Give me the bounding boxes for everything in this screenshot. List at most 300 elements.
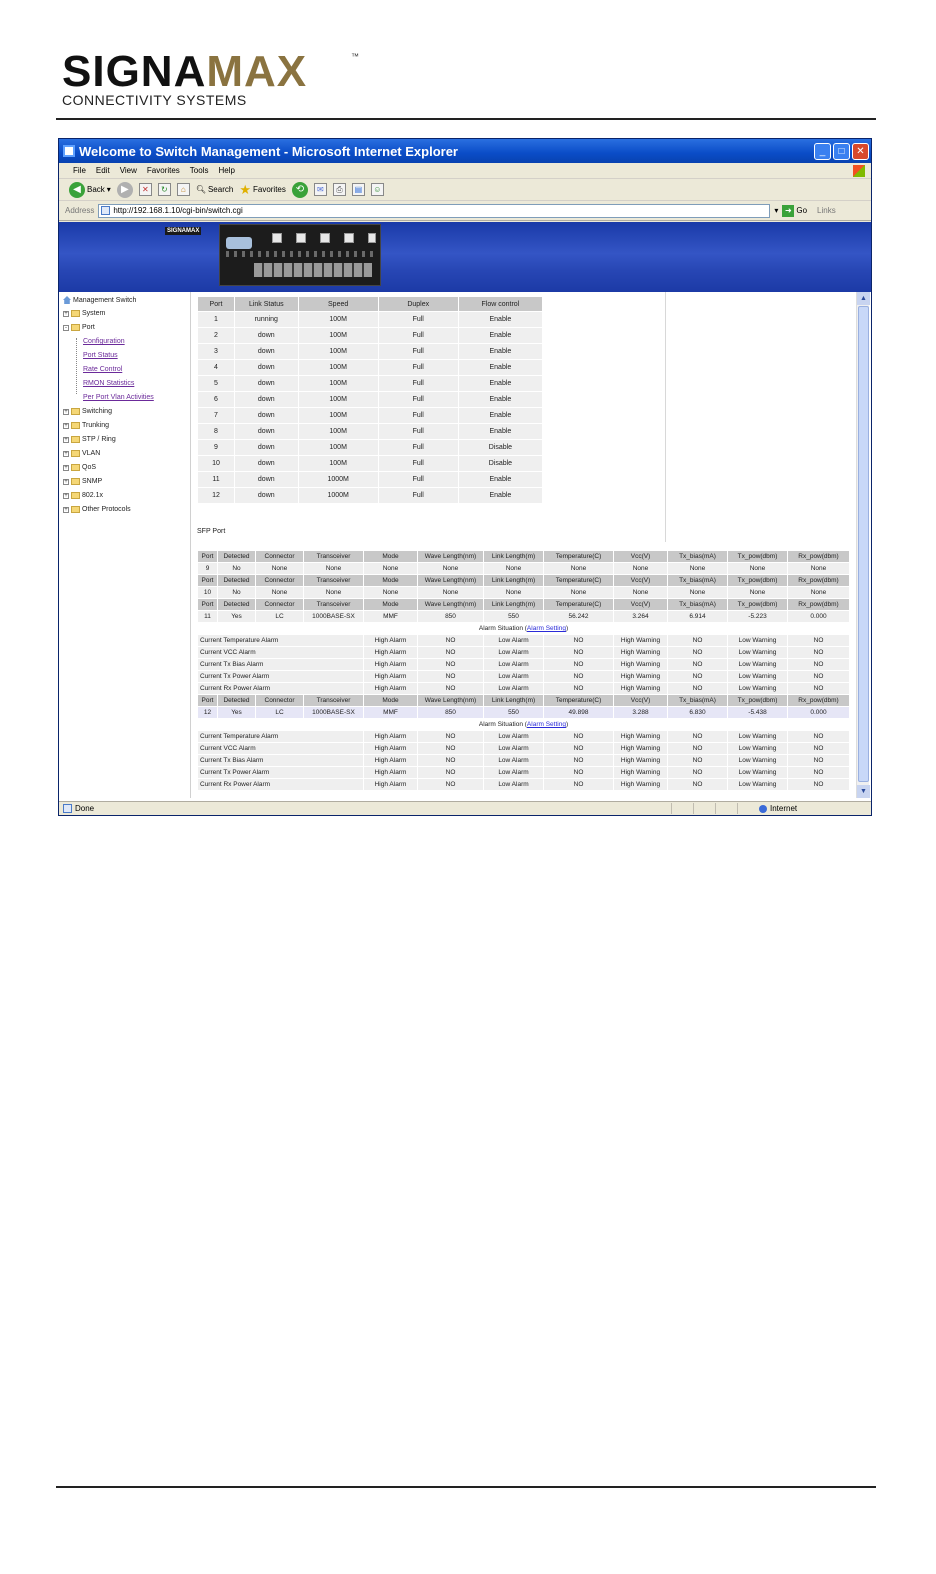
alarm-row [198, 635, 850, 647]
alarm-value: Low Warning [728, 743, 788, 755]
table-cell: MMF [364, 707, 418, 719]
table-cell: None [484, 587, 544, 599]
alarm-value: Low Alarm [484, 767, 544, 779]
table-cell: 1000BASE-SX [304, 707, 364, 719]
table-cell: Full [378, 376, 458, 392]
expand-icon: + [64, 492, 68, 499]
table-cell: 10 [198, 587, 218, 599]
table-cell: 100M [298, 376, 378, 392]
table-cell: None [304, 587, 364, 599]
table-cell: 4 [198, 360, 235, 376]
column-header: Temperature(C) [544, 551, 614, 563]
table-cell: Enable [458, 328, 542, 344]
table-cell: 3 [198, 344, 235, 360]
column-header: Tx_bias(mA) [668, 695, 728, 707]
table-cell: Enable [458, 408, 542, 424]
alarm-name: Current VCC Alarm [198, 647, 364, 659]
column-header: Port [198, 297, 235, 312]
brand-tagline: CONNECTIVITY SYSTEMS [62, 92, 247, 108]
table-cell: MMF [364, 611, 418, 623]
column-header: Detected [218, 551, 256, 563]
sidebar-link-port-status[interactable]: Port Status [83, 352, 118, 359]
status-bar [59, 801, 871, 815]
alarm-value: NO [788, 659, 850, 671]
search-button[interactable]: 🔍︎ Search [195, 185, 234, 194]
table-cell: 8 [198, 424, 235, 440]
table-cell: down [234, 440, 298, 456]
table-row [198, 440, 543, 456]
column-header: Mode [364, 599, 418, 611]
column-header: Tx_bias(mA) [668, 599, 728, 611]
alarm-value: NO [788, 755, 850, 767]
alarm-row [198, 755, 850, 767]
folder-icon [71, 478, 80, 485]
table-cell: down [234, 360, 298, 376]
alarm-setting-link[interactable]: Alarm Setting [526, 721, 566, 728]
column-header: Detected [218, 575, 256, 587]
column-header: Rx_pow(dbm) [788, 575, 850, 587]
menu-favorites[interactable]: Favorites [146, 166, 180, 175]
table-row [198, 456, 543, 472]
table-cell: down [234, 456, 298, 472]
table-cell: 10 [198, 456, 235, 472]
table-cell: None [484, 563, 544, 575]
table-cell: running [234, 312, 298, 328]
alarm-caption: Alarm Situation (Alarm Setting) [198, 719, 850, 731]
sidebar-item-system[interactable]: + System [64, 310, 106, 317]
alarm-value: NO [418, 683, 484, 695]
column-header: Tx_bias(mA) [668, 575, 728, 587]
alarm-name: Current Tx Bias Alarm [198, 755, 364, 767]
sfp-port-icon [296, 233, 306, 243]
folder-icon [71, 464, 80, 471]
alarm-caption-row [198, 719, 850, 731]
security-zone: Internet [759, 804, 797, 813]
table-cell: 550 [484, 611, 544, 623]
console-port-icon [226, 237, 252, 249]
alarm-value: High Warning [614, 671, 668, 683]
alarm-value: NO [668, 767, 728, 779]
links-button[interactable]: Links [817, 206, 836, 215]
table-cell: 1000M [298, 472, 378, 488]
minimize-icon[interactable]: _ [814, 143, 831, 160]
search-icon: 🔍︎ [195, 185, 206, 194]
page-done-icon [63, 804, 72, 813]
table-cell: None [544, 563, 614, 575]
alarm-caption-text: Alarm Situation [478, 721, 523, 728]
alarm-row [198, 671, 850, 683]
column-header: Rx_pow(dbm) [788, 695, 850, 707]
table-cell: Full [378, 312, 458, 328]
alarm-row [198, 683, 850, 695]
sidebar-item-other-protocols[interactable]: + Other Protocols [64, 506, 131, 513]
table-cell: down [234, 424, 298, 440]
alarm-value: High Alarm [364, 671, 418, 683]
column-header: Connector [256, 599, 304, 611]
sfp-header-row [198, 575, 850, 587]
menu-file[interactable]: File [73, 166, 86, 175]
table-cell: 11 [198, 472, 235, 488]
column-header: Link Length(m) [484, 551, 544, 563]
column-header: Temperature(C) [544, 599, 614, 611]
status-divider [737, 803, 738, 814]
switch-front-panel [219, 224, 381, 286]
alarm-value: NO [544, 659, 614, 671]
rj45-port-row [254, 263, 372, 277]
alarm-value: High Warning [614, 659, 668, 671]
expand-icon: + [64, 436, 68, 443]
column-header: Port [198, 575, 218, 587]
table-cell: None [364, 587, 418, 599]
messenger-icon[interactable]: ☺ [371, 183, 384, 196]
sfp-port-table [197, 550, 850, 791]
alarm-value: High Alarm [364, 767, 418, 779]
table-cell: 100M [298, 456, 378, 472]
sfp-port-icon [344, 233, 354, 243]
stop-icon[interactable]: ✕ [139, 183, 152, 196]
expand-icon: + [64, 310, 68, 317]
star-icon: ★ [239, 181, 251, 197]
table-cell: 3.264 [614, 611, 668, 623]
table-cell: 850 [418, 611, 484, 623]
table-row [198, 392, 543, 408]
mail-icon[interactable]: ✉ [314, 183, 327, 196]
table-cell: Enable [458, 424, 542, 440]
table-cell: Full [378, 440, 458, 456]
alarm-value: NO [788, 671, 850, 683]
column-header: Detected [218, 695, 256, 707]
table-cell: 1000M [298, 488, 378, 504]
globe-icon [759, 805, 767, 813]
window-titlebar [59, 139, 871, 163]
table-cell: LC [256, 707, 304, 719]
alarm-name: Current Temperature Alarm [198, 635, 364, 647]
alarm-value: NO [668, 743, 728, 755]
column-header: Tx_pow(dbm) [728, 575, 788, 587]
sfp-port-row [198, 707, 850, 719]
column-header: Vcc(V) [614, 551, 668, 563]
page-icon [101, 206, 110, 215]
column-header: Wave Length(nm) [418, 599, 484, 611]
alarm-name: Current Temperature Alarm [198, 731, 364, 743]
sfp-header-row [198, 551, 850, 563]
table-cell: 100M [298, 440, 378, 456]
sidebar-item-vlan[interactable]: + VLAN [64, 450, 101, 457]
table-cell: 3.288 [614, 707, 668, 719]
alarm-value: Low Alarm [484, 671, 544, 683]
column-header: Temperature(C) [544, 695, 614, 707]
table-row [198, 344, 543, 360]
go-arrow-icon: ➜ [782, 205, 794, 217]
table-cell: 6.830 [668, 707, 728, 719]
alarm-value: NO [544, 779, 614, 791]
sidebar-item-trunking[interactable]: + Trunking [64, 422, 109, 429]
alarm-value: High Warning [614, 755, 668, 767]
alarm-value: High Warning [614, 731, 668, 743]
tree-connector [76, 338, 77, 394]
column-header: Connector [256, 551, 304, 563]
column-header: Tx_pow(dbm) [728, 551, 788, 563]
table-cell: None [418, 587, 484, 599]
alarm-value: NO [544, 683, 614, 695]
table-cell: down [234, 408, 298, 424]
alarm-name: Current Tx Bias Alarm [198, 659, 364, 671]
table-cell: 5 [198, 376, 235, 392]
table-cell: 550 [484, 707, 544, 719]
scroll-down-icon[interactable]: ▼ [857, 785, 870, 798]
forward-arrow-icon[interactable]: ▶ [117, 182, 133, 198]
sidebar-item-qos[interactable]: + QoS [64, 464, 97, 471]
expand-icon: + [64, 422, 68, 429]
expand-icon: + [64, 464, 68, 471]
table-cell: 0.000 [788, 707, 850, 719]
column-header: Connector [256, 695, 304, 707]
history-icon[interactable]: ⟲ [292, 182, 308, 198]
table-row [198, 328, 543, 344]
table-row [198, 376, 543, 392]
alarm-value: NO [668, 683, 728, 695]
menu-view[interactable]: View [119, 166, 137, 175]
alarm-name: Current VCC Alarm [198, 743, 364, 755]
table-cell: None [614, 563, 668, 575]
table-cell: 2 [198, 328, 235, 344]
alarm-value: NO [668, 635, 728, 647]
column-header: Rx_pow(dbm) [788, 551, 850, 563]
scroll-up-icon[interactable]: ▲ [857, 292, 870, 305]
status-text: Done [75, 804, 95, 813]
table-cell: None [728, 587, 788, 599]
close-icon[interactable]: ✕ [852, 143, 869, 160]
alarm-value: High Warning [614, 683, 668, 695]
alarm-value: NO [544, 635, 614, 647]
sfp-section-title: SFP Port [197, 528, 226, 535]
alarm-value: Low Alarm [484, 755, 544, 767]
alarm-value: Low Warning [728, 767, 788, 779]
banner-logo: SIGNAMAX [167, 228, 200, 234]
switch-banner [59, 222, 871, 292]
table-cell: 100M [298, 328, 378, 344]
alarm-value: NO [788, 683, 850, 695]
scroll-thumb[interactable] [858, 306, 869, 782]
expand-icon: + [64, 478, 68, 485]
alarm-value: Low Alarm [484, 635, 544, 647]
column-header: Tx_pow(dbm) [728, 695, 788, 707]
alarm-row [198, 767, 850, 779]
column-header: Transceiver [304, 575, 364, 587]
alarm-value: High Warning [614, 779, 668, 791]
sidebar-link-per-port-vlan[interactable]: Per Port Vlan Activities [83, 394, 154, 401]
table-cell: Enable [458, 344, 542, 360]
table-cell: 56.242 [544, 611, 614, 623]
table-cell: 100M [298, 360, 378, 376]
address-label: Address [65, 206, 95, 215]
alarm-caption: Alarm Situation (Alarm Setting) [198, 623, 850, 635]
alarm-value: NO [788, 635, 850, 647]
alarm-value: High Alarm [364, 755, 418, 767]
table-cell: 1 [198, 312, 235, 328]
table-row [198, 488, 543, 504]
menu-help[interactable]: Help [218, 166, 235, 175]
window-title: Welcome to Switch Management - Microsoft Internet Explorer [79, 143, 458, 159]
alarm-value: Low Alarm [484, 659, 544, 671]
column-header: Link Length(m) [484, 575, 544, 587]
folder-icon [71, 408, 80, 415]
alarm-value: NO [788, 647, 850, 659]
go-button[interactable]: ➜ Go [782, 205, 807, 217]
alarm-row [198, 731, 850, 743]
alarm-caption-text: Alarm Situation [478, 625, 523, 632]
alarm-value: Low Warning [728, 779, 788, 791]
alarm-value: NO [788, 767, 850, 779]
footer-rule [56, 1486, 876, 1488]
address-input[interactable]: http://192.168.1.10/cgi-bin/switch.cgi [98, 204, 770, 218]
table-cell: down [234, 328, 298, 344]
menu-edit[interactable]: Edit [95, 166, 110, 175]
folder-icon [71, 492, 80, 499]
folder-open-icon [71, 324, 80, 331]
table-cell: Enable [458, 312, 542, 328]
edit-icon[interactable]: ▤ [352, 183, 365, 196]
alarm-value: Low Alarm [484, 683, 544, 695]
column-header: Wave Length(nm) [418, 575, 484, 587]
alarm-value: High Alarm [364, 743, 418, 755]
web-content [59, 222, 871, 802]
alarm-value: NO [788, 731, 850, 743]
sidebar-item-8021x[interactable]: + 802.1x [64, 492, 104, 499]
alarm-value: High Alarm [364, 635, 418, 647]
column-header: Link Length(m) [484, 695, 544, 707]
table-row [198, 424, 543, 440]
column-header: Port [198, 599, 218, 611]
sidebar-link-rmon-statistics[interactable]: RMON Statistics [83, 380, 135, 387]
column-header: Duplex [378, 297, 458, 312]
frame-separator [665, 292, 666, 542]
alarm-value: High Alarm [364, 731, 418, 743]
sfp-port-icon [368, 233, 376, 243]
alarm-value: NO [544, 743, 614, 755]
table-cell: None [304, 563, 364, 575]
column-header: Port [198, 695, 218, 707]
column-header: Rx_pow(dbm) [788, 599, 850, 611]
alarm-value: NO [418, 779, 484, 791]
table-cell: 12 [198, 707, 218, 719]
alarm-value: NO [418, 659, 484, 671]
back-button[interactable]: ◀ Back ▾ [69, 182, 111, 198]
folder-icon [71, 422, 80, 429]
sidebar-item-port[interactable]: - Port [65, 324, 95, 331]
table-cell: Enable [458, 488, 542, 504]
column-header: Vcc(V) [614, 695, 668, 707]
table-cell: 7 [198, 408, 235, 424]
sidebar-item-stp-ring[interactable]: + STP / Ring [64, 436, 116, 443]
column-header: Wave Length(nm) [418, 551, 484, 563]
table-cell: Full [378, 456, 458, 472]
sidebar-item-snmp[interactable]: + SNMP [64, 478, 103, 485]
table-cell: None [788, 563, 850, 575]
port-led-row [226, 251, 376, 257]
table-row [198, 360, 543, 376]
table-cell: 9 [198, 440, 235, 456]
alarm-value: NO [668, 659, 728, 671]
sidebar-link-rate-control[interactable]: Rate Control [83, 366, 123, 373]
column-header: Link Length(m) [484, 599, 544, 611]
table-cell: 100M [298, 312, 378, 328]
alarm-value: High Warning [614, 647, 668, 659]
table-row [198, 312, 543, 328]
folder-icon [71, 310, 80, 317]
favorites-button[interactable]: ★ Favorites [239, 181, 286, 197]
alarm-value: Low Warning [728, 683, 788, 695]
alarm-value: NO [544, 731, 614, 743]
table-cell: 9 [198, 563, 218, 575]
column-header: Port [198, 551, 218, 563]
table-cell: No [218, 563, 256, 575]
sfp-port-icon [320, 233, 330, 243]
table-cell: -5.223 [728, 611, 788, 623]
expand-icon: + [64, 506, 68, 513]
table-cell: No [218, 587, 256, 599]
table-cell: 49.898 [544, 707, 614, 719]
signamax-logo [62, 47, 362, 108]
maximize-icon[interactable]: □ [833, 143, 850, 160]
sfp-port-row [198, 587, 850, 599]
alarm-row [198, 659, 850, 671]
table-cell: Enable [458, 392, 542, 408]
table-cell: down [234, 472, 298, 488]
alarm-value: Low Warning [728, 659, 788, 671]
table-header-row [198, 297, 543, 312]
table-row [198, 472, 543, 488]
alarm-caption-row [198, 623, 850, 635]
ie-window [58, 138, 872, 816]
alarm-value: NO [418, 647, 484, 659]
vertical-scrollbar[interactable] [856, 292, 869, 798]
column-header: Mode [364, 551, 418, 563]
home-icon [63, 296, 71, 304]
refresh-icon[interactable]: ↻ [158, 183, 171, 196]
folder-icon [71, 436, 80, 443]
alarm-value: NO [668, 779, 728, 791]
table-cell: Enable [458, 376, 542, 392]
alarm-value: Low Alarm [484, 731, 544, 743]
table-cell: down [234, 392, 298, 408]
address-dropdown-icon[interactable]: ▾ [774, 206, 779, 215]
sidebar-item-switching[interactable]: + Switching [64, 408, 112, 415]
alarm-value: NO [544, 767, 614, 779]
column-header: Mode [364, 695, 418, 707]
alarm-value: NO [418, 731, 484, 743]
main-panel [193, 292, 853, 798]
alarm-value: Low Warning [728, 731, 788, 743]
column-header: Flow control [458, 297, 542, 312]
table-cell: LC [256, 611, 304, 623]
alarm-value: Low Alarm [484, 647, 544, 659]
windows-logo-icon [853, 165, 865, 177]
menu-tools[interactable]: Tools [189, 166, 209, 175]
sidebar-link-configuration[interactable]: Configuration [83, 338, 125, 345]
table-cell: None [364, 563, 418, 575]
home-icon[interactable]: ⌂ [177, 183, 190, 196]
folder-icon [71, 506, 80, 513]
print-icon[interactable]: ⎙ [333, 183, 346, 196]
sidebar-root[interactable]: Management Switch [63, 296, 136, 304]
alarm-value: NO [418, 743, 484, 755]
alarm-row [198, 743, 850, 755]
column-header: Temperature(C) [544, 575, 614, 587]
alarm-setting-link[interactable]: Alarm Setting [526, 625, 566, 632]
table-cell: Full [378, 424, 458, 440]
alarm-row [198, 647, 850, 659]
